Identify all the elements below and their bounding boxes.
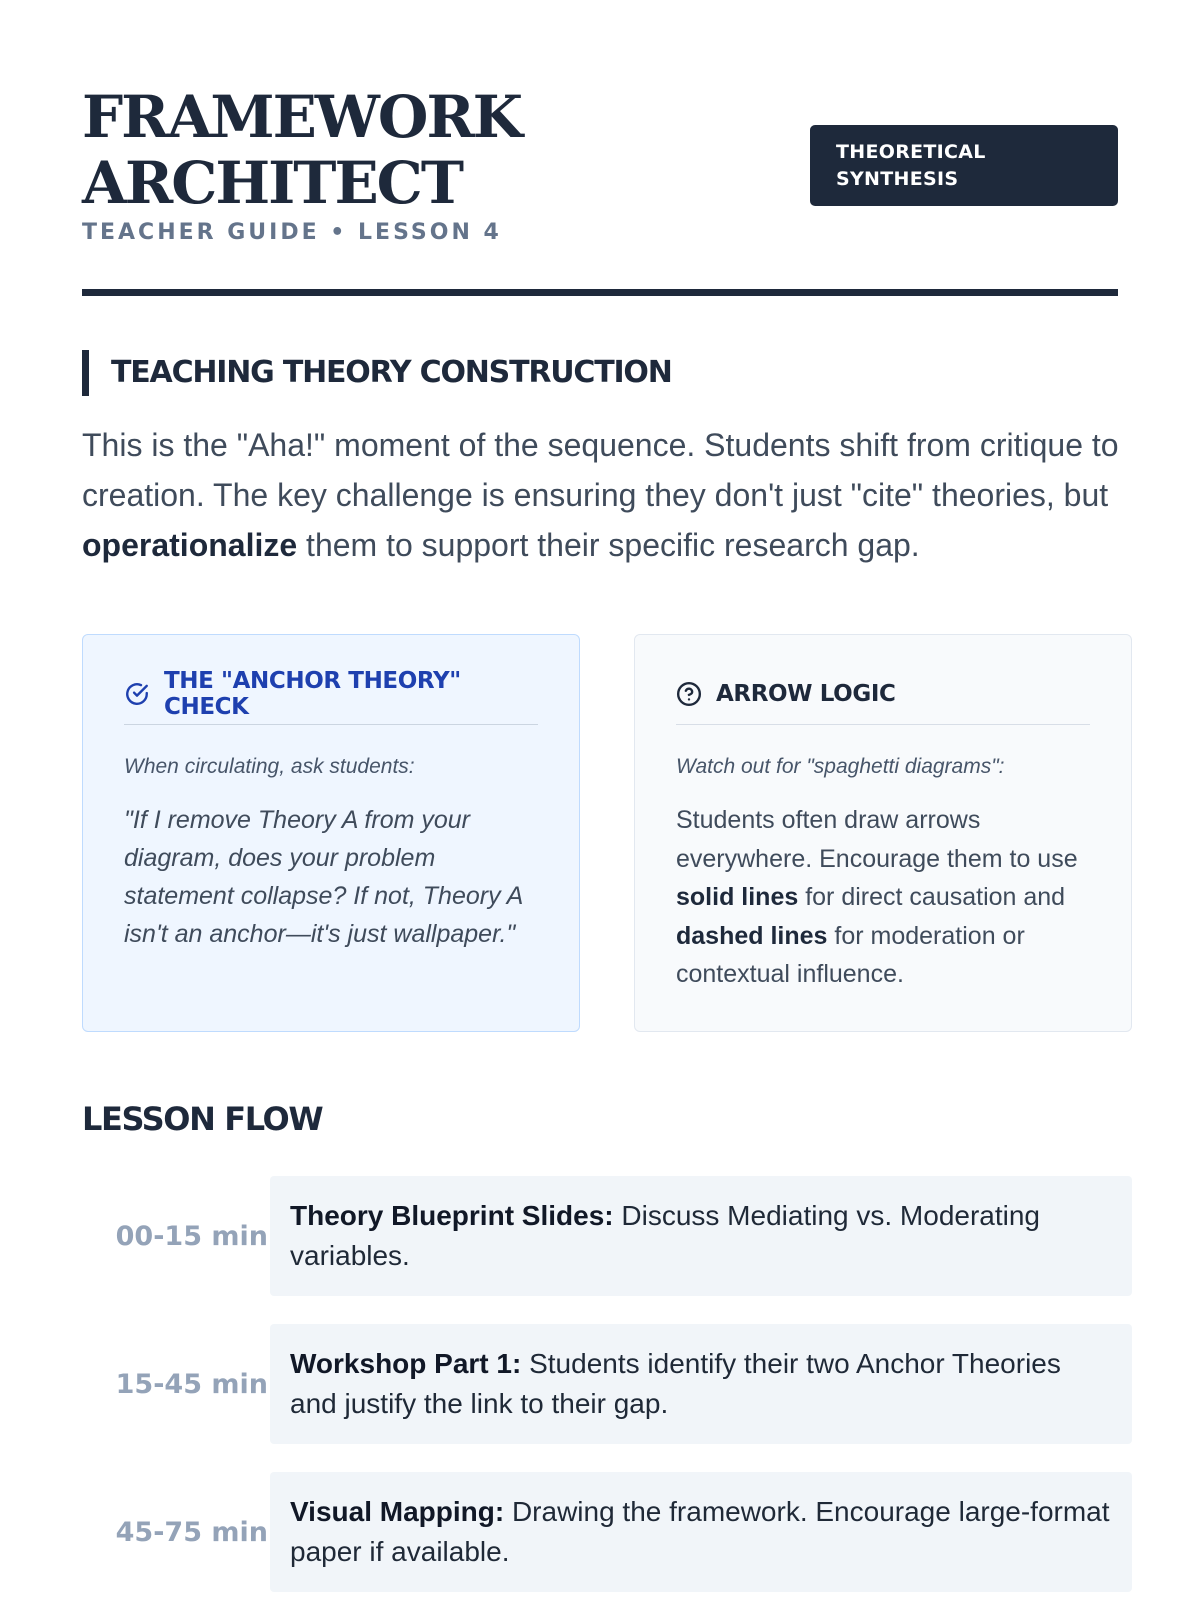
page-title [82, 84, 602, 216]
lesson-flow-row [82, 1176, 1132, 1296]
flow-label: Theory Blueprint Slides: [290, 1200, 614, 1231]
anchor-card-header [124, 667, 538, 725]
flow-text: Drawing the framework. Encourage large-format paper if available. [290, 1496, 1110, 1567]
page-subtitle: TEACHER GUIDE • LESSON 4 [82, 220, 502, 245]
arrow-body-text-2: for direct causation and [798, 883, 1066, 911]
flow-time: 45-75 min [115, 1516, 268, 1548]
lesson-flow-row [82, 1324, 1132, 1444]
intro-text-2: them to support their specific research gap. [297, 527, 920, 563]
lesson-flow-row [82, 1472, 1132, 1592]
lesson-flow-title: LESSON FLOW [82, 1100, 323, 1138]
arrow-body-text-3: for moderation or contextual influence. [676, 921, 1025, 988]
solid-lines-emphasis: solid lines [676, 883, 799, 911]
header [82, 0, 1118, 297]
anchor-card-title: THE "ANCHOR THEORY" CHECK [164, 667, 461, 720]
flow-label: Workshop Part 1: [290, 1348, 522, 1379]
intro-emphasis: operationalize [82, 527, 298, 563]
badge-line-2: SYNTHESIS [836, 168, 959, 190]
section-title: TEACHING THEORY CONSTRUCTION [82, 350, 672, 396]
flow-text: Students identify their two Anchor Theories and justify the link to their gap. [290, 1348, 1061, 1419]
arrow-card-title: ARROW LOGIC [716, 680, 896, 707]
flow-description [270, 1324, 1132, 1444]
dashed-lines-emphasis: dashed lines [676, 921, 828, 950]
flow-time: 15-45 min [115, 1368, 268, 1400]
header-divider [82, 289, 1118, 296]
arrow-logic-card [634, 634, 1132, 1032]
intro-text-1: This is the "Aha!" moment of the sequence. Students shift from critique to creation. The key challenge is ensuring they don't just "cite" theories, but [82, 427, 1119, 513]
question-circle-icon [676, 681, 702, 707]
anchor-card-lead: When circulating, ask students: [124, 755, 415, 778]
flow-text: Discuss Mediating vs. Moderating variables. [290, 1200, 1041, 1271]
intro-paragraph [82, 420, 1122, 570]
badge-line-1: THEORETICAL [836, 141, 986, 163]
arrow-body-text-1: Students often draw arrows everywhere. Encourage them to use [676, 806, 1078, 873]
topic-badge [810, 125, 1118, 206]
arrow-card-lead: Watch out for "spaghetti diagrams": [676, 755, 1005, 778]
flow-time: 00-15 min [115, 1220, 268, 1252]
anchor-card-quote: "If I remove Theory A from your diagram, does your problem statement collapse? If not, Theory A isn't an anchor—it's just wallpaper." [124, 806, 523, 948]
arrow-card-header [676, 671, 1090, 725]
flow-description [270, 1176, 1132, 1296]
anchor-theory-card [82, 634, 580, 1032]
title-line-2: ARCHITECT [82, 149, 462, 217]
arrow-card-body [676, 801, 1090, 994]
title-line-1: FRAMEWORK [82, 83, 522, 151]
flow-description [270, 1472, 1132, 1592]
check-circle-icon [124, 681, 150, 707]
flow-label: Visual Mapping: [290, 1496, 505, 1527]
